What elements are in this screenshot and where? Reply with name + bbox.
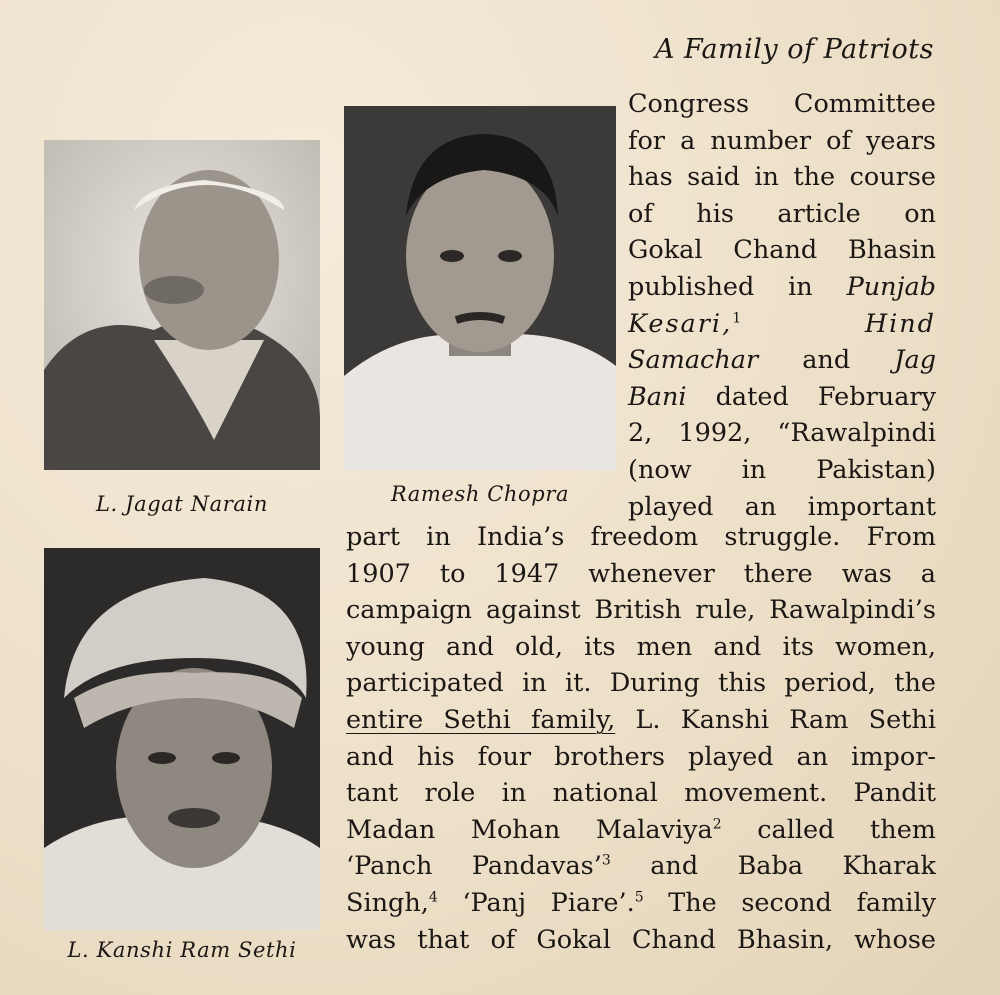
text-line: played an important (628, 491, 936, 522)
portrait-photo-jagat-narain (44, 140, 320, 470)
text-line: (now in Pakistan) (628, 454, 936, 485)
text-line: Kesari,$^1$ Hind (628, 308, 936, 339)
text-line: Madan Mohan Malaviya$^2$ called them (346, 814, 936, 845)
text-line: for a number of years (628, 125, 936, 156)
caption-kanshi-ram-sethi: L. Kanshi Ram Sethi (67, 938, 297, 962)
text-line: young and old, its men and its women, (346, 631, 936, 662)
footnote-marker: 4 (428, 889, 438, 906)
text-line: campaign against British rule, Rawalpindi’s (346, 595, 936, 626)
text-line: and his four brothers played an impor- (346, 741, 936, 772)
text-line: participated in it. During this period, the (346, 668, 936, 699)
footnote-marker: 1 (732, 310, 742, 327)
body-text-wide (346, 519, 936, 958)
text-line: was that of Gokal Chand Bhasin, whose (346, 924, 936, 955)
body-text-right-column (628, 86, 936, 525)
text-line: tant role in national movement. Pandit (346, 778, 936, 809)
text-line: published in Punjab (628, 271, 936, 302)
underlined-phrase: entire Sethi family, (346, 704, 616, 735)
text-line: part in India’s freedom struggle. From (346, 522, 936, 552)
text-line: Gokal Chand Bhasin (628, 235, 936, 266)
text-line: Congress Committee (628, 89, 936, 119)
text-line: Bani dated February (628, 381, 936, 412)
caption-jagat-narain: L. Jagat Narain (95, 492, 268, 516)
text-line: ‘Panch Pandavas’$^3$ and Baba Kharak (346, 851, 936, 882)
text-line: entire Sethi family, L. Kanshi Ram Sethi (346, 704, 936, 735)
text-line: has said in the course (628, 162, 936, 193)
footnote-marker: 5 (634, 889, 644, 906)
text-line: of his article on (628, 198, 936, 229)
text-line: 1907 to 1947 whenever there was a (346, 558, 936, 589)
portrait-photo-kanshi-ram-sethi (44, 548, 320, 930)
page-header: A Family of Patriots (654, 34, 934, 65)
footnote-marker: 2 (712, 816, 722, 833)
caption-ramesh-chopra: Ramesh Chopra (390, 482, 570, 506)
portrait-photo-ramesh-chopra (344, 106, 616, 470)
text-line: Singh,$^4$ ‘Panj Piare’.$^5$ The second family (346, 887, 937, 918)
text-line: Samachar and Jag (628, 345, 937, 376)
text-line: 2, 1992, “Rawalpindi (628, 418, 936, 449)
footnote-marker: 3 (601, 852, 611, 869)
